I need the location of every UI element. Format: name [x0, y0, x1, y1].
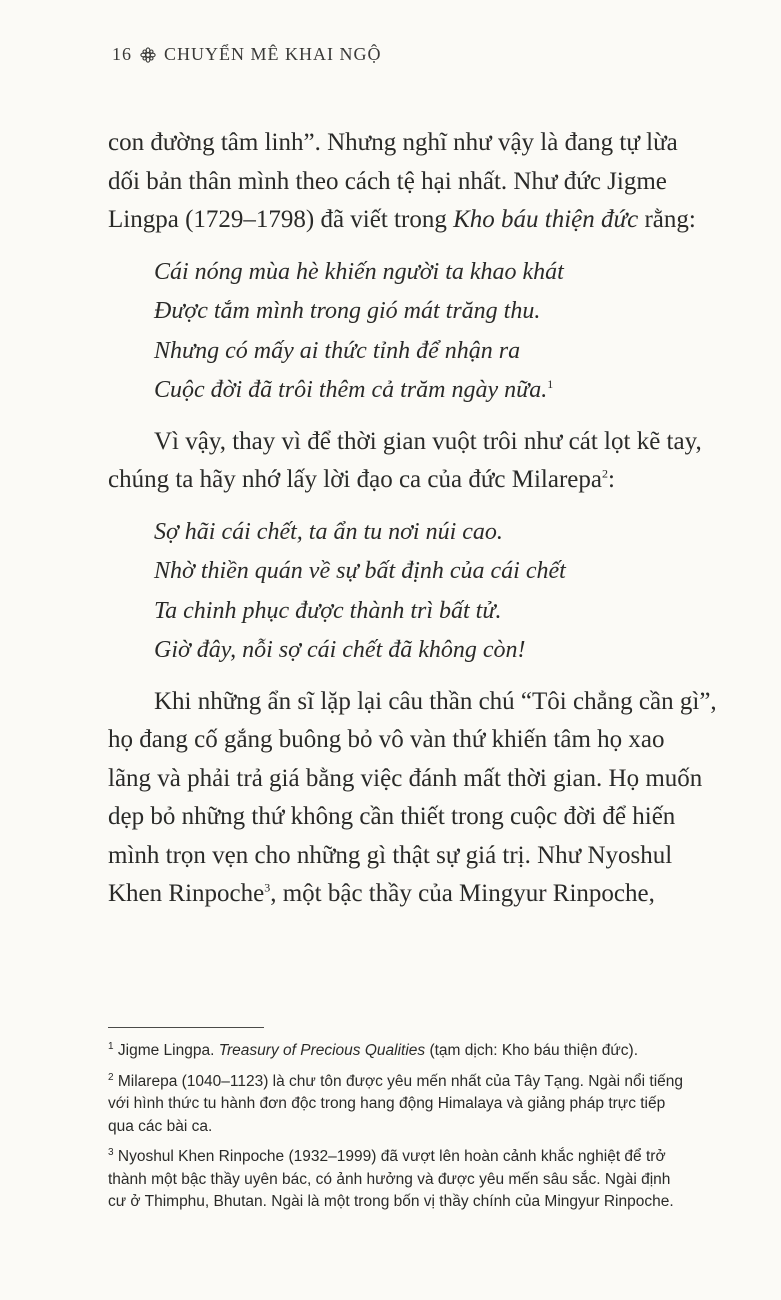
text-line: mình trọn vẹn cho những gì thật sự giá trị. Như Nyoshul	[108, 841, 673, 869]
paragraph-2	[108, 423, 762, 500]
footnote-ref[interactable]: 2	[601, 466, 608, 481]
footnote-2: $^2$ Milarepa (1040–1123) là chư tôn được yêu mến nhất của Tây Tạng. Ngài nổi tiếng với hình thức tu hành đơn độc trong hang động Himalaya và giảng pháp trực tiếp qua các bài ca.	[108, 1071, 684, 1135]
verse-line: Sợ hãi cái chết, ta ẩn tu nơi núi cao.	[154, 518, 503, 545]
footnote-number: 2	[108, 1071, 114, 1083]
verse-line: Nhưng có mấy ai thức tỉnh để nhận ra	[154, 337, 521, 364]
page-number: 16	[112, 44, 132, 64]
footnote-number: 3	[108, 1146, 114, 1158]
text-line: lãng và phải trả giá bằng việc đánh mất thời gian. Họ muốn	[108, 764, 703, 792]
paragraph-1	[108, 124, 762, 240]
paragraph-3	[108, 683, 762, 914]
text-line: Lingpa (1729–1798) đã viết trong Kho báu thiện đức rằng:	[108, 206, 696, 233]
footnote-number: 1	[108, 1040, 114, 1052]
book-title: Kho báu thiện đức	[453, 206, 639, 233]
verse-line: Ta chinh phục được thành trì bất tử.	[154, 597, 502, 624]
text-line: Khen Rinpoche$^3$, một bậc thầy của Mingyur Rinpoche,	[108, 880, 655, 907]
footnote-ref[interactable]: 3	[264, 880, 271, 895]
verse-line: Cuộc đời đã trôi thêm cả trăm ngày nữa.$^1$	[154, 377, 554, 403]
text-line: Khi những ẩn sĩ lặp lại câu thần chú “Tôi chẳng cần gì”,	[154, 687, 717, 715]
verse-line: Giờ đây, nỗi sợ cái chết đã không còn!	[154, 637, 526, 663]
text-line: con đường tâm linh”. Nhưng nghĩ như vậy là đang tự lừa	[108, 129, 678, 156]
footnote-ref[interactable]: 1	[547, 377, 554, 391]
verse-1	[108, 253, 762, 411]
text-line: dẹp bỏ những thứ không cần thiết trong cuộc đời để hiến	[108, 803, 676, 830]
text-line: Vì vậy, thay vì để thời gian vuột trôi như cát lọt kẽ tay,	[154, 427, 702, 455]
lotus-ornament-icon	[140, 47, 156, 63]
verse-line: Cái nóng mùa hè khiến người ta khao khát	[154, 258, 564, 285]
text-line: dối bản thân mình theo cách tệ hại nhất. Như đức Jigme	[108, 167, 667, 195]
verse-2	[108, 513, 762, 671]
running-header	[112, 44, 382, 65]
main-text	[108, 124, 762, 914]
verse-line: Được tắm mình trong gió mát trăng thu.	[154, 298, 541, 324]
verse-line: Nhờ thiền quán về sự bất định của cái chết	[154, 558, 566, 584]
footnote-3: $^3$ Nyoshul Khen Rinpoche (1932–1999) đã vượt lên hoàn cảnh khắc nghiệt để trở thành một bậc thầy uyên bác, có ảnh hưởng và được yêu mến sâu sắc. Ngài định cư ở Thimphu, Bhutan. Ngài là một trong bốn vị thầy chính của Mingyur Rinpoche.	[108, 1146, 674, 1210]
book-title: Treasury of Precious Qualities	[218, 1042, 426, 1059]
text-line: chúng ta hãy nhớ lấy lời đạo ca của đức Milarepa$^2$:	[108, 466, 615, 493]
text-line: họ đang cố gắng buông bỏ vô vàn thứ khiến tâm họ xao	[108, 726, 665, 753]
footnotes	[108, 1040, 768, 1222]
footnote-1: $^1$ Jigme Lingpa. Treasury of Precious Qualities (tạm dịch: Kho báu thiện đức).	[108, 1040, 639, 1059]
book-title-header: CHUYỂN MÊ KHAI NGỘ	[164, 44, 382, 64]
footnote-divider	[108, 1027, 264, 1028]
